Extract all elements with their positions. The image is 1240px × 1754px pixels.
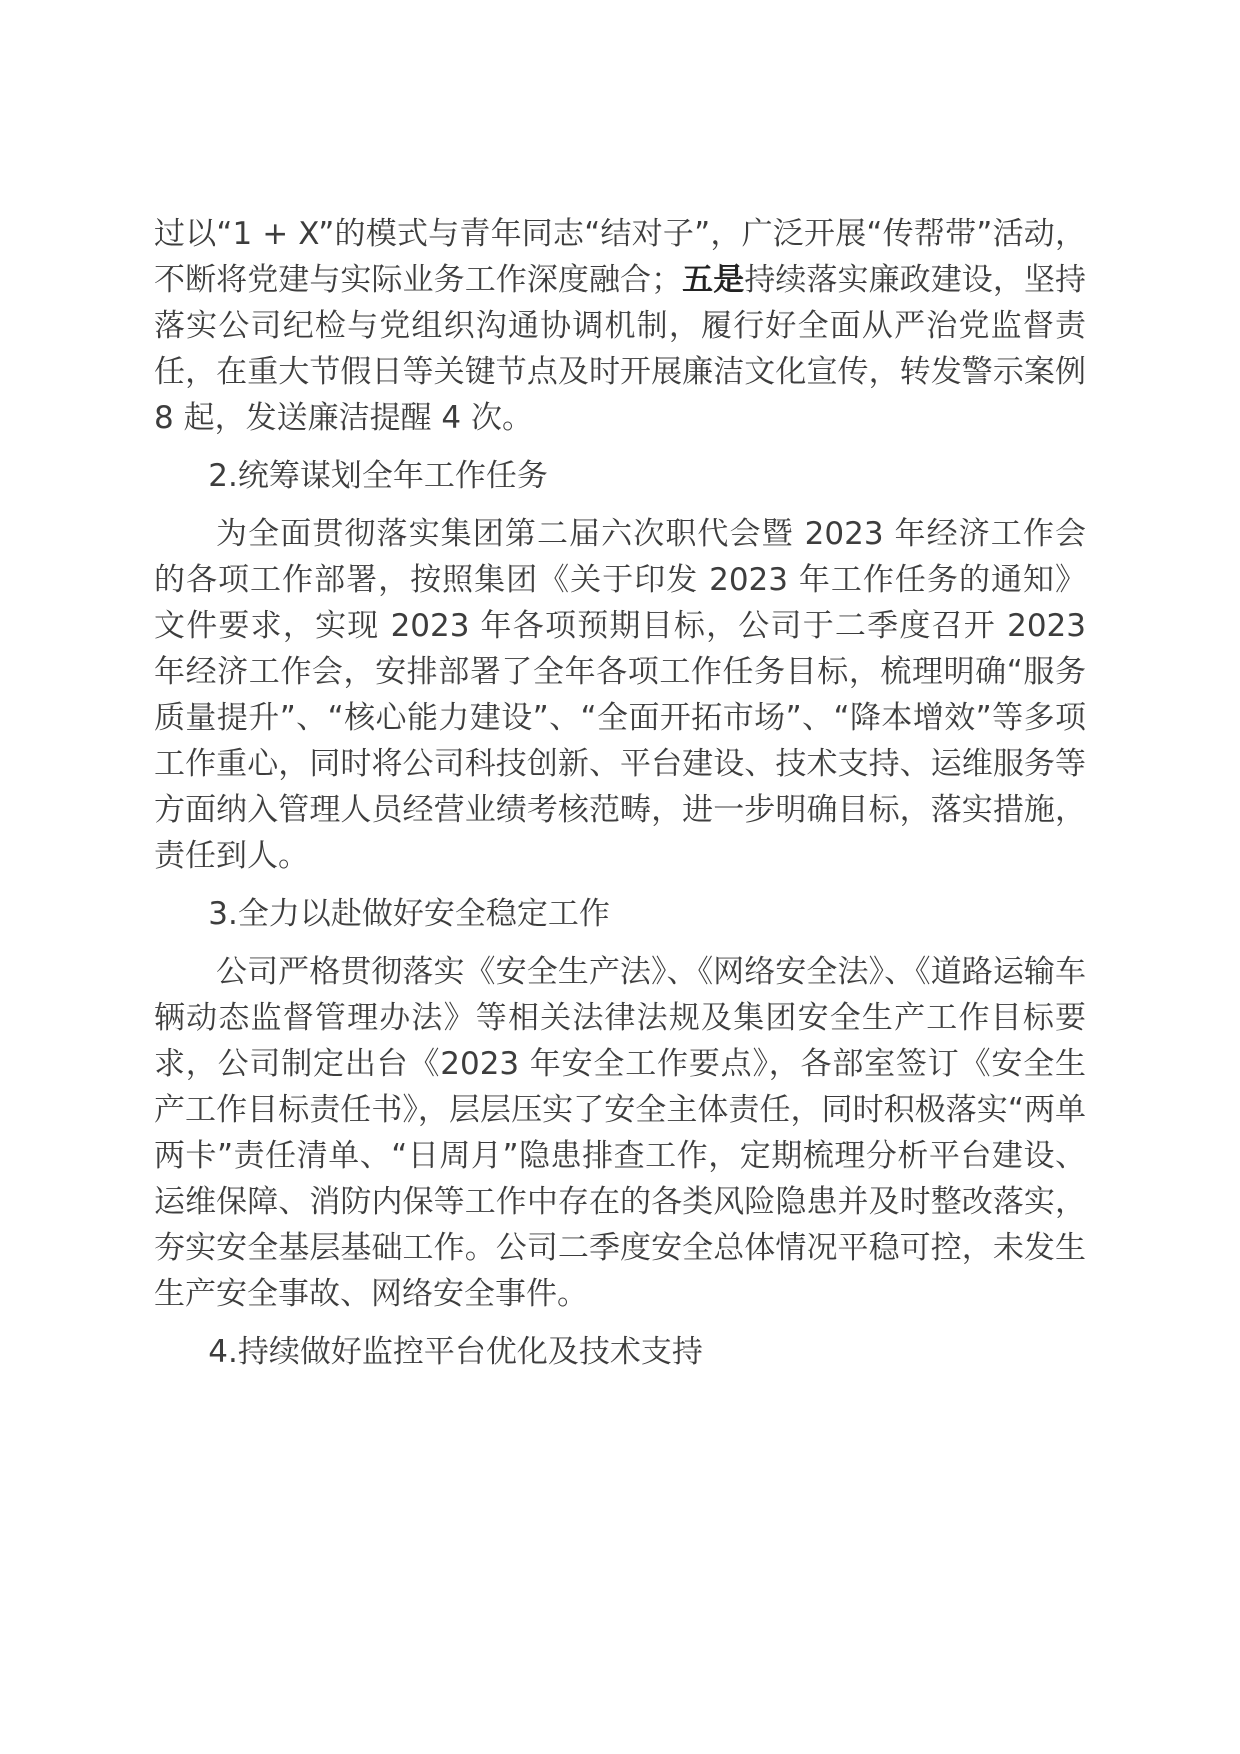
paragraph-safety: 公司严格贯彻落实《安全生产法》、《网络安全法》、《道路运输车辆动态监督管理办法》等相关法律法规及集团安全生产工作目标要求，公司制定出台《2023 年安全工作要点》，各部室签订《安全生产工作目标责任书》，层层压实了安全主体责任，同时积极落实“两单两卡”责任清单、“日周月”隐患排查工作，定期梳理分析平台建设、运维保障、消防内保等工作中存在的各类风险隐患并及时整改落实，夯实安全基层基础工作。公司二季度安全总体情况平稳可控，未发生生产安全事故、网络安全事件。	[154, 954, 1086, 1312]
section-heading-2: 2.统筹谋划全年工作任务	[208, 458, 548, 494]
paragraph-annual-tasks: 为全面贯彻落实集团第二届六次职代会暨 2023 年经济工作会的各项工作部署，按照集团《关于印发 2023 年工作任务的通知》文件要求，实现 2023 年各项预期目标，公司于二季度召开 2023 年经济工作会，安排部署了全年各项工作任务目标，梳理明确“服务质量提升”、“核心能力建设”、“全面开拓市场”、“降本增效”等多项工作重心，同时将公司科技创新、平台建设、技术支持、运维服务等方面纳入管理人员经营业绩考核范畴，进一步明确目标，落实措施，责任到人。	[154, 516, 1086, 874]
section-heading-3: 3.全力以赴做好安全稳定工作	[208, 896, 610, 932]
document-body	[154, 211, 1086, 1387]
bold-lead: 五是	[682, 262, 745, 298]
section-heading-4: 4.持续做好监控平台优化及技术支持	[208, 1334, 703, 1370]
paragraph-party-building	[154, 211, 1086, 441]
paragraph-text: 过以“1 + X”的模式与青年同志“结对子”，广泛开展“传帮带”活动，不断将党建与实际业务工作深度融合；	[154, 216, 1086, 298]
paragraph-text: 持续落实廉政建设，坚持落实公司纪检与党组织沟通协调机制，履行好全面从严治党监督责任，在重大节假日等关键节点及时开展廉洁文化宣传，转发警示案例 8 起，发送廉洁提醒 4 次。	[154, 262, 1087, 436]
